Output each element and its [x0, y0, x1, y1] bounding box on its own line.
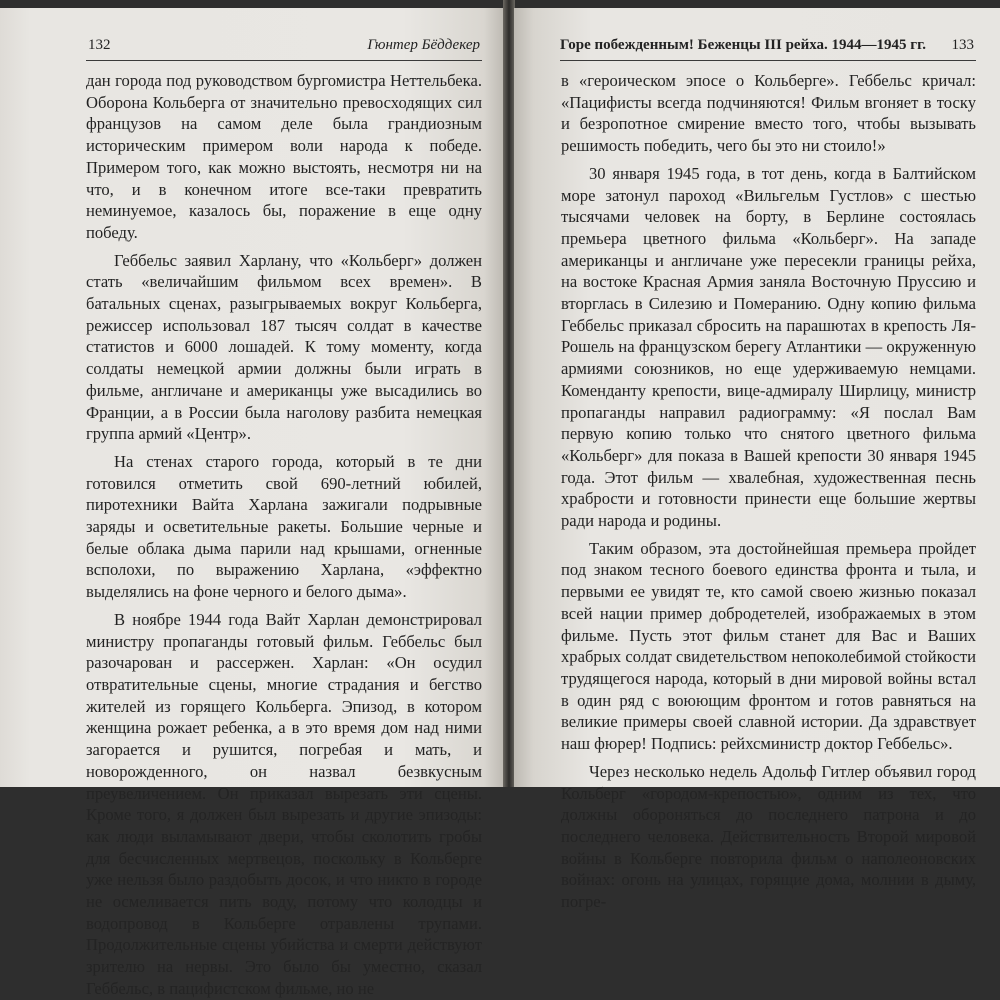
left-page [0, 8, 504, 998]
paragraph: дан города под руководством бургомистра Неттельбека. Оборона Кольберга от значительно превосходящих сил французов на самом деле была грандиозным историческим примером воли народа к победе. Примером того, как можно выстоять, несмотря ни на что, и в конечном итоге все-таки превратить неминуемое, казалось бы, поражение в еще одну победу. [86, 71, 482, 242]
header-rule [86, 60, 482, 61]
paragraph: Через несколько недель Адольф Гитлер объявил город Кольберг «городом-крепостью», одним из тех, что должны обороняться до последнего патрона и до последнего человека. Действительность Второй мировой войны в Кольберге повторила фильм о наполеоновских войнах: огонь на улицах, горящие дома, молнии в дыму, погре- [561, 761, 976, 912]
paragraph: Таким образом, эта достойнейшая премьера пройдет под знаком тесного боевого единства фронта и тыла, и первыми ее увидят те, кто самой своею жизнью показал всей нации пример добродетелей, изображаемых в этом фильме. Пусть этот фильм станет для Вас и Ваших храбрых солдат свидетельством непоколебимой стойкости трудящегося народа, который в дни мировой войны встал в один ряд с воюющим фронтом и готов равняться на великие примеры своей славной истории. Да здравствует наш фюрер! Подпись: рейхсминистр доктор Геббельс». [561, 538, 976, 754]
right-page [514, 8, 1000, 912]
paragraph: в «героическом эпосе о Кольберге». Геббельс кричал: «Пацифисты всегда подчиняются! Фильм вгоняет в тоску и безропотное смирение вместо того, чтобы вызывать решимость победить, чего бы это ни стоило!» [561, 71, 976, 156]
running-head-chapter: Горе побежденным! Беженцы III рейха. 1944—1945 гг. [560, 37, 926, 53]
page-body [561, 70, 976, 913]
paragraph: На стенах старого города, который в те дни готовился отметить свой 690-летний юбилей, пиротехники Вайта Харлана зажигали подрывные заряды и осветительные ракеты. Большие черные и белые облака дыма парили над крышами, огненные всполохи, по выражению Харлана, «эффектно выделялись на фоне черного и белого дыма». [86, 451, 482, 602]
page-body [86, 70, 482, 1000]
paragraph: В ноябре 1944 года Вайт Харлан демонстрировал министру пропаганды готовый фильм. Геббельс был разочарован и рассержен. Харлан: «Он осудил отвратительные сцены, многие страдания и бегство жителей из горящего Кольберга. Эпизод, в котором женщина рожает ребенка, а в это время дом над ними загорается и рушится, погребая и мать, и новорожденного, он назвал безвкусным преувеличением. Он приказал вырезать эти сцены. Кроме того, я должен был вырезать и другие эпизоды: как люди выламывают двери, чтобы сколотить гробы для бесчисленных мертвецов, поскольку в Кольберге уже нельзя было раздобыть досок, и что никто в городе не осмеливается пить воду, потому что колодцы и водопровод в Кольберге отравлены трупами. Продолжительные сцены убийства и смерти действуют зрителю на нервы. Это было бы уместно, сказал Геббельс, в пацифистском фильме, но не [86, 609, 482, 998]
page-number: 132 [88, 37, 111, 53]
paragraph: Геббельс заявил Харлану, что «Кольберг» должен стать «величайшим фильмом всех времен». В батальных сценах, разыгрываемых вокруг Кольберга, режиссер использовал 187 тысяч солдат в качестве статистов и 6000 лошадей. К тому моменту, когда солдаты немецкой армии должны были играть в фильме, англичане и американцы уже высадились во Франции, а в России была наголову разбита немецкая группа армий «Центр». [86, 250, 482, 444]
paragraph: 30 января 1945 года, в тот день, когда в Балтийском море затонул пароход «Вильгельм Густлов» с шестью тысячами человек на борту, в Берлине состоялась премьера цветного фильма «Кольберг». На западе американцы и англичане уже пересекли границы рейха, на востоке Красная Армия заняла Восточную Пруссию и вторглась в Силезию и Померанию. Одну копию фильма Геббельс приказал сбросить на парашютах в крепость Ля-Рошель на французском берегу Атлантики — окруженную армиями союзников, но еще удерживаемую немцами. Коменданту крепости, вице-адмиралу Ширлицу, министр пропаганды направил радиограмму: «Я послал Вам первую копию только что снятого цветного фильма «Кольберг» для показа в Вашей крепости 30 января 1945 года. Этот фильм — хвалебная, художественная песнь храбрости и готовности принести еще большие жертвы ради народа и родины. [561, 163, 976, 531]
header-rule [560, 60, 976, 61]
page-number: 133 [951, 37, 974, 53]
running-head-author: Гюнтер Бёддекер [367, 37, 480, 53]
